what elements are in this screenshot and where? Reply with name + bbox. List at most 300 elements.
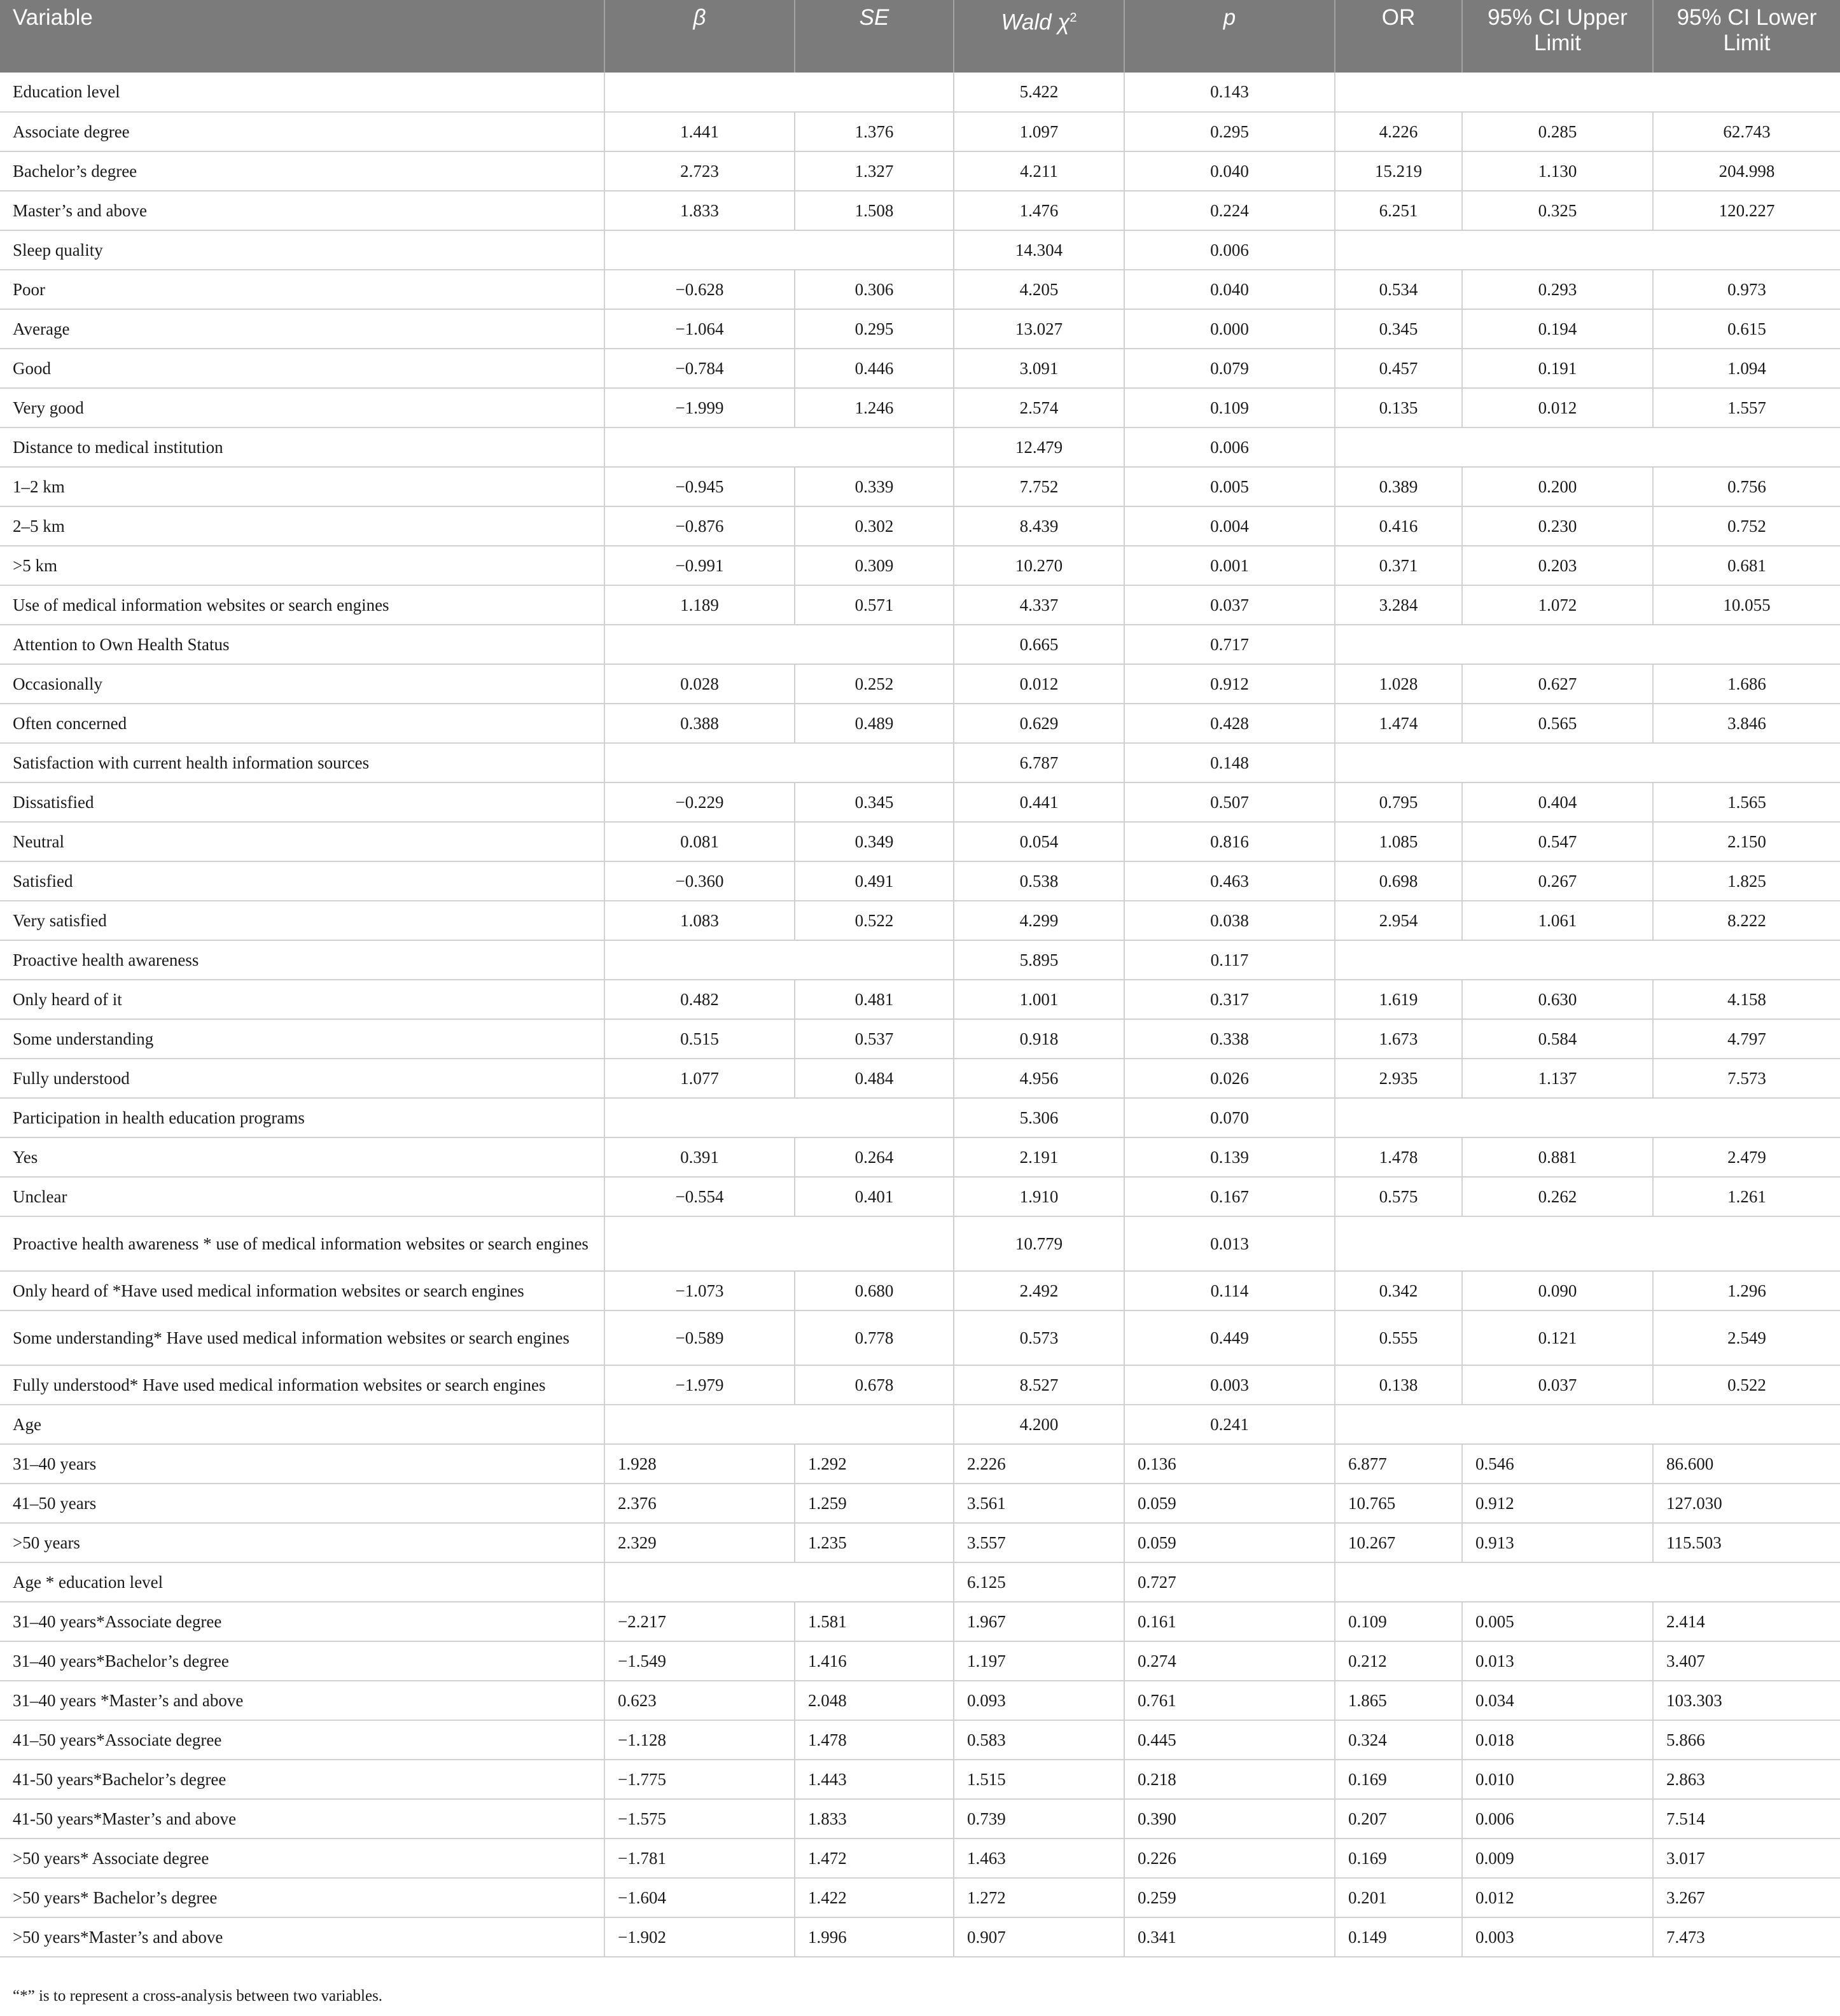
cell-variable: Some understanding* Have used medical information websites or search engines (0, 1310, 604, 1365)
cell-wald: 3.561 (954, 1484, 1124, 1523)
cell-or: 0.389 (1335, 467, 1462, 506)
cell-empty (1335, 1405, 1840, 1444)
cell-or: 10.765 (1335, 1484, 1462, 1523)
cell-or: 0.416 (1335, 506, 1462, 546)
cell-ci-upper: 0.546 (1462, 1444, 1653, 1484)
cell-se: 0.680 (795, 1271, 954, 1310)
cell-p: 0.040 (1124, 151, 1335, 191)
cell-or: 0.457 (1335, 349, 1462, 388)
cell-or: 1.619 (1335, 980, 1462, 1019)
cell-se: 0.264 (795, 1137, 954, 1177)
cell-variable: Age * education level (0, 1562, 604, 1602)
header-wald (954, 0, 1124, 73)
table-group-row (0, 1216, 1840, 1271)
cell-beta: 0.028 (604, 664, 795, 704)
cell-wald: 1.476 (954, 191, 1124, 230)
cell-variable: Master’s and above (0, 191, 604, 230)
table-row (0, 151, 1840, 191)
cell-p: 0.079 (1124, 349, 1335, 388)
cell-p: 0.338 (1124, 1019, 1335, 1059)
cell-beta: −0.628 (604, 270, 795, 309)
cell-p: 0.912 (1124, 664, 1335, 704)
cell-beta: 1.189 (604, 585, 795, 625)
cell-beta: −1.549 (604, 1641, 795, 1681)
cell-ci-lower: 2.863 (1653, 1760, 1840, 1799)
cell-variable: >50 years* Bachelor’s degree (0, 1878, 604, 1917)
cell-beta: −0.229 (604, 782, 795, 822)
cell-ci-lower: 1.557 (1653, 388, 1840, 428)
cell-ci-upper: 0.013 (1462, 1641, 1653, 1681)
cell-beta: −1.979 (604, 1365, 795, 1405)
cell-empty (1335, 73, 1840, 112)
cell-p: 0.005 (1124, 467, 1335, 506)
cell-ci-lower: 2.479 (1653, 1137, 1840, 1177)
cell-or: 6.251 (1335, 191, 1462, 230)
cell-se: 0.678 (795, 1365, 954, 1405)
cell-or: 1.028 (1335, 664, 1462, 704)
cell-beta: 2.329 (604, 1523, 795, 1562)
cell-se: 1.422 (795, 1878, 954, 1917)
cell-ci-upper: 0.913 (1462, 1523, 1653, 1562)
cell-variable: Only heard of *Have used medical information websites or search engines (0, 1271, 604, 1310)
cell-p: 0.114 (1124, 1271, 1335, 1310)
cell-p: 0.148 (1124, 743, 1335, 782)
cell-ci-upper: 1.072 (1462, 585, 1653, 625)
cell-p: 0.274 (1124, 1641, 1335, 1681)
cell-wald: 6.125 (954, 1562, 1124, 1602)
table-row (0, 1681, 1840, 1720)
cell-variable: Proactive health awareness * use of medical information websites or search engines (0, 1216, 604, 1271)
cell-ci-upper: 0.037 (1462, 1365, 1653, 1405)
cell-ci-upper: 0.262 (1462, 1177, 1653, 1216)
cell-ci-lower: 8.222 (1653, 901, 1840, 940)
cell-se: 1.443 (795, 1760, 954, 1799)
cell-or: 0.207 (1335, 1799, 1462, 1839)
cell-wald: 0.665 (954, 625, 1124, 664)
cell-wald: 1.272 (954, 1878, 1124, 1917)
cell-empty (604, 230, 954, 270)
cell-ci-lower: 2.549 (1653, 1310, 1840, 1365)
cell-or: 0.149 (1335, 1917, 1462, 1957)
table-row (0, 1799, 1840, 1839)
cell-ci-upper: 0.293 (1462, 270, 1653, 309)
cell-variable: Fully understood (0, 1059, 604, 1098)
cell-wald: 5.306 (954, 1098, 1124, 1137)
cell-variable: 41–50 years (0, 1484, 604, 1523)
table-row (0, 822, 1840, 861)
header-variable: Variable (0, 0, 604, 73)
header-beta (604, 0, 795, 73)
cell-beta: −1.902 (604, 1917, 795, 1957)
cell-beta: 1.441 (604, 112, 795, 151)
cell-se: 1.235 (795, 1523, 954, 1562)
cell-wald: 0.907 (954, 1917, 1124, 1957)
cell-variable: Occasionally (0, 664, 604, 704)
cell-variable: Poor (0, 270, 604, 309)
cell-or: 0.201 (1335, 1878, 1462, 1917)
cell-p: 0.040 (1124, 270, 1335, 309)
cell-variable: 31–40 years *Master’s and above (0, 1681, 604, 1720)
cell-se: 0.446 (795, 349, 954, 388)
cell-ci-upper: 0.012 (1462, 1878, 1653, 1917)
cell-ci-lower: 0.522 (1653, 1365, 1840, 1405)
table-group-row (0, 428, 1840, 467)
cell-wald: 10.270 (954, 546, 1124, 585)
cell-se: 0.537 (795, 1019, 954, 1059)
cell-variable: Use of medical information websites or search engines (0, 585, 604, 625)
cell-wald: 14.304 (954, 230, 1124, 270)
cell-wald: 2.226 (954, 1444, 1124, 1484)
cell-variable: Yes (0, 1137, 604, 1177)
cell-beta: −0.589 (604, 1310, 795, 1365)
cell-variable: Some understanding (0, 1019, 604, 1059)
cell-p: 0.428 (1124, 704, 1335, 743)
cell-variable: 31–40 years (0, 1444, 604, 1484)
cell-ci-lower: 10.055 (1653, 585, 1840, 625)
cell-or: 0.698 (1335, 861, 1462, 901)
cell-variable: Sleep quality (0, 230, 604, 270)
cell-ci-upper: 0.194 (1462, 309, 1653, 349)
cell-se: 1.508 (795, 191, 954, 230)
cell-wald: 7.752 (954, 467, 1124, 506)
header-wald-text: Wald χ (1001, 10, 1070, 35)
cell-p: 0.317 (1124, 980, 1335, 1019)
cell-empty (604, 625, 954, 664)
cell-empty (604, 73, 954, 112)
cell-or: 2.954 (1335, 901, 1462, 940)
cell-wald: 0.538 (954, 861, 1124, 901)
cell-ci-upper: 0.547 (1462, 822, 1653, 861)
cell-p: 0.026 (1124, 1059, 1335, 1098)
cell-se: 1.833 (795, 1799, 954, 1839)
cell-beta: −1.575 (604, 1799, 795, 1839)
cell-p: 0.226 (1124, 1839, 1335, 1878)
cell-ci-lower: 3.407 (1653, 1641, 1840, 1681)
cell-ci-upper: 0.912 (1462, 1484, 1653, 1523)
table-row (0, 1602, 1840, 1641)
cell-p: 0.038 (1124, 901, 1335, 940)
cell-variable: >5 km (0, 546, 604, 585)
header-ci-upper: 95% CI Upper Limit (1462, 0, 1653, 73)
table-row (0, 1484, 1840, 1523)
cell-or: 0.342 (1335, 1271, 1462, 1310)
cell-variable: 31–40 years*Bachelor’s degree (0, 1641, 604, 1681)
cell-ci-upper: 0.191 (1462, 349, 1653, 388)
cell-beta: 1.083 (604, 901, 795, 940)
cell-se: 1.259 (795, 1484, 954, 1523)
cell-or: 4.226 (1335, 112, 1462, 151)
cell-empty (1335, 625, 1840, 664)
cell-se: 0.491 (795, 861, 954, 901)
cell-variable: 1–2 km (0, 467, 604, 506)
cell-ci-upper: 1.137 (1462, 1059, 1653, 1098)
table-row (0, 506, 1840, 546)
cell-wald: 4.200 (954, 1405, 1124, 1444)
table-group-row (0, 940, 1840, 980)
cell-p: 0.004 (1124, 506, 1335, 546)
cell-beta: −1.073 (604, 1271, 795, 1310)
cell-variable: Participation in health education programs (0, 1098, 604, 1137)
table-row (0, 1137, 1840, 1177)
cell-or: 0.795 (1335, 782, 1462, 822)
table-group-row (0, 73, 1840, 112)
cell-variable: 2–5 km (0, 506, 604, 546)
cell-se: 0.778 (795, 1310, 954, 1365)
cell-p: 0.218 (1124, 1760, 1335, 1799)
cell-empty (604, 1562, 954, 1602)
cell-ci-lower: 1.094 (1653, 349, 1840, 388)
cell-empty (604, 1405, 954, 1444)
cell-beta: 0.515 (604, 1019, 795, 1059)
cell-ci-lower: 7.473 (1653, 1917, 1840, 1957)
cell-variable: 41-50 years*Master’s and above (0, 1799, 604, 1839)
cell-p: 0.139 (1124, 1137, 1335, 1177)
cell-empty (1335, 940, 1840, 980)
cell-se: 0.522 (795, 901, 954, 940)
cell-wald: 0.012 (954, 664, 1124, 704)
cell-or: 0.135 (1335, 388, 1462, 428)
cell-variable: Average (0, 309, 604, 349)
cell-beta: −0.991 (604, 546, 795, 585)
cell-or: 10.267 (1335, 1523, 1462, 1562)
cell-ci-upper: 0.090 (1462, 1271, 1653, 1310)
cell-beta: 2.376 (604, 1484, 795, 1523)
cell-beta: −0.876 (604, 506, 795, 546)
table-row (0, 309, 1840, 349)
cell-wald: 13.027 (954, 309, 1124, 349)
cell-variable: Attention to Own Health Status (0, 625, 604, 664)
cell-p: 0.000 (1124, 309, 1335, 349)
cell-beta: −1.604 (604, 1878, 795, 1917)
cell-variable: 31–40 years*Associate degree (0, 1602, 604, 1641)
cell-empty (604, 1216, 954, 1271)
table-row (0, 782, 1840, 822)
cell-variable: >50 years*Master’s and above (0, 1917, 604, 1957)
cell-se: 1.996 (795, 1917, 954, 1957)
cell-or: 1.673 (1335, 1019, 1462, 1059)
cell-ci-lower: 7.573 (1653, 1059, 1840, 1098)
cell-p: 0.136 (1124, 1444, 1335, 1484)
cell-variable: Associate degree (0, 112, 604, 151)
cell-ci-upper: 0.012 (1462, 388, 1653, 428)
cell-or: 0.212 (1335, 1641, 1462, 1681)
table-row (0, 585, 1840, 625)
cell-ci-upper: 0.121 (1462, 1310, 1653, 1365)
cell-variable: Education level (0, 73, 604, 112)
cell-wald: 5.895 (954, 940, 1124, 980)
header-or: OR (1335, 0, 1462, 73)
cell-p: 0.013 (1124, 1216, 1335, 1271)
cell-ci-upper: 1.061 (1462, 901, 1653, 940)
cell-wald: 2.492 (954, 1271, 1124, 1310)
header-se (795, 0, 954, 73)
cell-se: 0.295 (795, 309, 954, 349)
cell-se: 2.048 (795, 1681, 954, 1720)
cell-beta: −0.945 (604, 467, 795, 506)
cell-ci-upper: 0.565 (1462, 704, 1653, 743)
cell-ci-upper: 0.584 (1462, 1019, 1653, 1059)
cell-wald: 8.439 (954, 506, 1124, 546)
cell-ci-lower: 1.261 (1653, 1177, 1840, 1216)
cell-se: 0.349 (795, 822, 954, 861)
cell-se: 0.309 (795, 546, 954, 585)
cell-variable: Satisfaction with current health information sources (0, 743, 604, 782)
cell-ci-upper: 0.627 (1462, 664, 1653, 704)
cell-variable: Age (0, 1405, 604, 1444)
cell-wald: 0.573 (954, 1310, 1124, 1365)
cell-p: 0.463 (1124, 861, 1335, 901)
header-wald-superscript: 2 (1070, 11, 1077, 25)
cell-ci-lower: 4.797 (1653, 1019, 1840, 1059)
cell-variable: Unclear (0, 1177, 604, 1216)
cell-ci-lower: 1.825 (1653, 861, 1840, 901)
cell-ci-upper: 0.003 (1462, 1917, 1653, 1957)
table-footnote: “*” is to represent a cross-analysis between two variables. (13, 1987, 383, 2005)
cell-wald: 4.337 (954, 585, 1124, 625)
cell-or: 0.109 (1335, 1602, 1462, 1641)
cell-ci-upper: 0.267 (1462, 861, 1653, 901)
cell-wald: 5.422 (954, 73, 1124, 112)
cell-wald: 2.191 (954, 1137, 1124, 1177)
cell-ci-upper: 0.006 (1462, 1799, 1653, 1839)
cell-or: 1.865 (1335, 1681, 1462, 1720)
cell-ci-lower: 115.503 (1653, 1523, 1840, 1562)
cell-wald: 4.211 (954, 151, 1124, 191)
cell-empty (1335, 230, 1840, 270)
cell-ci-upper: 0.230 (1462, 506, 1653, 546)
cell-wald: 2.574 (954, 388, 1124, 428)
cell-beta: 1.077 (604, 1059, 795, 1098)
cell-p: 0.507 (1124, 782, 1335, 822)
cell-ci-upper: 0.018 (1462, 1720, 1653, 1760)
cell-wald: 0.583 (954, 1720, 1124, 1760)
cell-se: 0.345 (795, 782, 954, 822)
table-row (0, 349, 1840, 388)
cell-se: 0.339 (795, 467, 954, 506)
cell-wald: 0.918 (954, 1019, 1124, 1059)
cell-p: 0.059 (1124, 1523, 1335, 1562)
cell-ci-upper: 0.404 (1462, 782, 1653, 822)
cell-p: 0.109 (1124, 388, 1335, 428)
cell-beta: −1.775 (604, 1760, 795, 1799)
cell-ci-lower: 0.756 (1653, 467, 1840, 506)
cell-ci-lower: 120.227 (1653, 191, 1840, 230)
cell-or: 0.345 (1335, 309, 1462, 349)
cell-or: 0.169 (1335, 1839, 1462, 1878)
cell-ci-lower: 62.743 (1653, 112, 1840, 151)
table-group-row (0, 1098, 1840, 1137)
cell-ci-lower: 0.681 (1653, 546, 1840, 585)
cell-or: 0.138 (1335, 1365, 1462, 1405)
table-row (0, 388, 1840, 428)
cell-p: 0.161 (1124, 1602, 1335, 1641)
cell-wald: 1.097 (954, 112, 1124, 151)
cell-beta: 0.388 (604, 704, 795, 743)
table-row (0, 1059, 1840, 1098)
table-row (0, 1641, 1840, 1681)
cell-se: 0.306 (795, 270, 954, 309)
table-row (0, 546, 1840, 585)
cell-ci-lower: 1.686 (1653, 664, 1840, 704)
cell-ci-lower: 5.866 (1653, 1720, 1840, 1760)
cell-or: 0.324 (1335, 1720, 1462, 1760)
cell-or: 0.534 (1335, 270, 1462, 309)
cell-p: 0.006 (1124, 230, 1335, 270)
cell-p: 0.816 (1124, 822, 1335, 861)
cell-wald: 0.629 (954, 704, 1124, 743)
cell-p: 0.445 (1124, 1720, 1335, 1760)
cell-beta: 1.928 (604, 1444, 795, 1484)
cell-beta: 0.482 (604, 980, 795, 1019)
cell-wald: 8.527 (954, 1365, 1124, 1405)
cell-ci-upper: 0.009 (1462, 1839, 1653, 1878)
cell-se: 0.571 (795, 585, 954, 625)
table-row (0, 980, 1840, 1019)
cell-p: 0.224 (1124, 191, 1335, 230)
table-row (0, 1271, 1840, 1310)
cell-p: 0.003 (1124, 1365, 1335, 1405)
cell-ci-lower: 3.017 (1653, 1839, 1840, 1878)
cell-wald: 1.197 (954, 1641, 1124, 1681)
table-row (0, 1019, 1840, 1059)
table-row (0, 467, 1840, 506)
cell-empty (1335, 1098, 1840, 1137)
cell-or: 15.219 (1335, 151, 1462, 191)
cell-p: 0.295 (1124, 112, 1335, 151)
cell-or: 0.169 (1335, 1760, 1462, 1799)
cell-beta: 2.723 (604, 151, 795, 191)
cell-ci-lower: 2.150 (1653, 822, 1840, 861)
cell-p: 0.341 (1124, 1917, 1335, 1957)
cell-se: 0.481 (795, 980, 954, 1019)
cell-ci-upper: 0.630 (1462, 980, 1653, 1019)
cell-p: 0.449 (1124, 1310, 1335, 1365)
cell-ci-upper: 0.285 (1462, 112, 1653, 151)
cell-variable: Very satisfied (0, 901, 604, 940)
table-row (0, 270, 1840, 309)
cell-p: 0.037 (1124, 585, 1335, 625)
cell-ci-lower: 0.615 (1653, 309, 1840, 349)
table-row (0, 1444, 1840, 1484)
cell-empty (604, 428, 954, 467)
table-row (0, 112, 1840, 151)
table-group-row (0, 230, 1840, 270)
cell-beta: −1.999 (604, 388, 795, 428)
cell-ci-lower: 1.296 (1653, 1271, 1840, 1310)
cell-variable: Dissatisfied (0, 782, 604, 822)
cell-se: 0.484 (795, 1059, 954, 1098)
header-row (0, 0, 1840, 73)
cell-wald: 4.956 (954, 1059, 1124, 1098)
cell-or: 2.935 (1335, 1059, 1462, 1098)
table-group-row (0, 1562, 1840, 1602)
cell-se: 0.489 (795, 704, 954, 743)
cell-se: 1.416 (795, 1641, 954, 1681)
cell-variable: >50 years* Associate degree (0, 1839, 604, 1878)
cell-or: 0.575 (1335, 1177, 1462, 1216)
cell-ci-upper: 1.130 (1462, 151, 1653, 191)
cell-beta: −0.784 (604, 349, 795, 388)
table-row (0, 861, 1840, 901)
cell-p: 0.717 (1124, 625, 1335, 664)
cell-ci-lower: 3.267 (1653, 1878, 1840, 1917)
cell-wald: 1.001 (954, 980, 1124, 1019)
cell-wald: 4.299 (954, 901, 1124, 940)
cell-variable: Distance to medical institution (0, 428, 604, 467)
cell-p: 0.390 (1124, 1799, 1335, 1839)
cell-wald: 1.463 (954, 1839, 1124, 1878)
header-se-text: SE (859, 5, 889, 30)
